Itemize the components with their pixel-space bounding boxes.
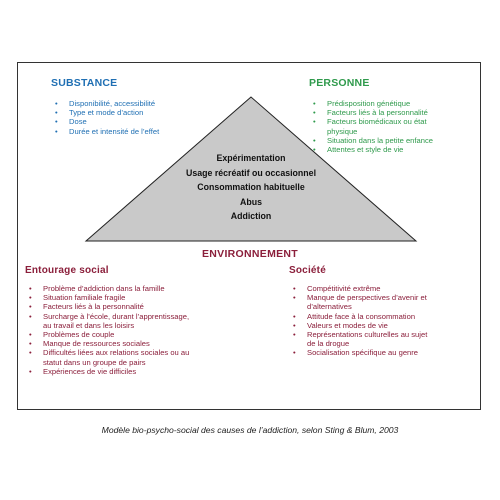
list-item: • Attentes et style de vie <box>313 145 404 155</box>
bullet-icon: • <box>29 366 32 376</box>
list-item: • Représentations culturelles au sujet <box>293 330 428 340</box>
bullet-icon: • <box>29 284 32 293</box>
bullet-icon: • <box>293 330 296 340</box>
pyramid-level-3: Consommation habituelle <box>197 182 305 193</box>
list-item: • Expériences de vie difficiles <box>29 366 137 376</box>
list-item: • Disponibilité, accessibilité <box>55 99 156 108</box>
societe-title: Société <box>289 265 326 276</box>
list-item: • Situation dans la petite enfance <box>313 135 433 145</box>
bullet-icon: • <box>293 284 296 293</box>
bullet-icon: • <box>29 330 32 340</box>
personne-list <box>309 99 474 154</box>
list-item-continued: au travail et dans les loisirs <box>43 320 135 330</box>
entourage-panel <box>25 265 265 376</box>
societe-panel <box>289 265 474 358</box>
bullet-icon: • <box>55 117 58 127</box>
bullet-icon: • <box>293 293 296 303</box>
bullet-icon: • <box>313 135 316 145</box>
list-item: • Compétitivité extrême <box>293 284 381 293</box>
list-item: • Facteurs liés à la personnalité <box>29 302 144 312</box>
pyramid-level-1: Expérimentation <box>216 153 286 163</box>
bullet-icon: • <box>293 311 296 321</box>
societe-list <box>289 284 474 358</box>
list-item: • Durée et intensité de l’effet <box>55 126 160 136</box>
list-item-continued: de la drogue <box>307 339 350 349</box>
entourage-title: Entourage social <box>25 265 109 276</box>
list-item: • Problème d’addiction dans la famille <box>29 284 165 293</box>
pyramid-levels <box>141 151 361 224</box>
substance-panel <box>51 77 221 136</box>
bullet-icon: • <box>29 348 32 358</box>
substance-list <box>51 99 221 136</box>
bullet-icon: • <box>29 302 32 312</box>
personne-title: PERSONNE <box>309 77 370 89</box>
list-item: • Manque de perspectives d’avenir et <box>293 293 427 303</box>
list-item-continued: d’alternatives <box>307 302 352 312</box>
list-item: • Attitude face à la consommation <box>293 311 416 321</box>
list-item: • Manque de ressources sociales <box>29 339 150 349</box>
list-item: • Dose <box>55 117 87 127</box>
list-item: • Surcharge à l’école, durant l’apprentissage, <box>29 311 190 321</box>
list-item: • Situation familiale fragile <box>29 293 126 303</box>
bullet-icon: • <box>293 320 296 330</box>
list-item: • Type et mode d’action <box>55 108 144 118</box>
personne-panel <box>309 77 474 154</box>
pyramid-level-2: Usage récréatif ou occasionnel <box>185 167 317 178</box>
bullet-icon: • <box>29 293 32 303</box>
list-item: • Socialisation spécifique au genre <box>293 348 419 358</box>
list-item-continued: physique <box>327 126 358 136</box>
list-item: • Difficultés liées aux relations sociales ou au <box>29 348 190 358</box>
list-item: • Facteurs biomédicaux ou état <box>313 117 427 127</box>
pyramid-level-5: Addiction <box>230 211 272 222</box>
diagram-frame <box>17 62 481 410</box>
bullet-icon: • <box>55 99 58 108</box>
bullet-icon: • <box>313 117 316 127</box>
bullet-icon: • <box>313 99 316 108</box>
list-item: • Prédisposition génétique <box>313 99 411 108</box>
bullet-icon: • <box>55 126 58 136</box>
bullet-icon: • <box>293 348 296 358</box>
list-item-continued: statut dans un groupe de pairs <box>43 357 146 367</box>
pyramid-level-4: Abus <box>240 196 262 207</box>
entourage-list <box>25 284 265 376</box>
environnement-title: ENVIRONNEMENT <box>201 248 299 260</box>
bullet-icon: • <box>29 339 32 349</box>
figure-caption: Modèle bio-psycho-social des causes de l’addiction, selon Sting & Blum, 2003 <box>101 425 399 435</box>
substance-title: SUBSTANCE <box>51 77 118 89</box>
list-item: • Facteurs liés à la personnalité <box>313 108 428 118</box>
bullet-icon: • <box>55 108 58 118</box>
bullet-icon: • <box>313 108 316 118</box>
list-item: • Valeurs et modes de vie <box>293 320 388 330</box>
bullet-icon: • <box>29 311 32 321</box>
list-item: • Problèmes de couple <box>29 330 115 340</box>
bullet-icon: • <box>313 145 316 155</box>
